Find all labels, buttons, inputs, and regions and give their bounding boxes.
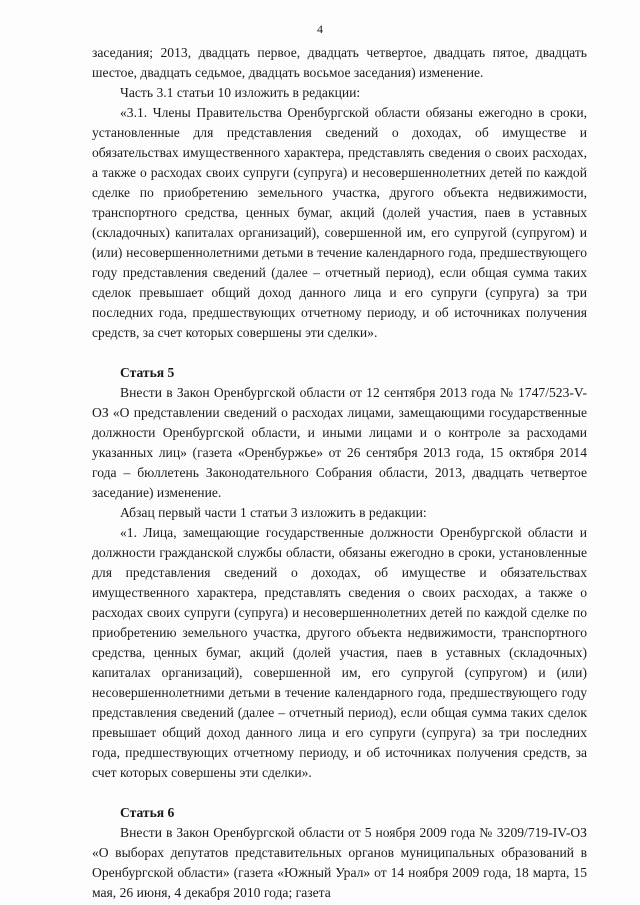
article-heading-6: Статья 6 (120, 805, 175, 820)
spacer (92, 343, 587, 363)
paragraph-article-6-intro: Внести в Закон Оренбургской области от 5 ноября 2009 года № 3209/719-IV-ОЗ «О выборах депутатов представительных органов муниципальных образований в Оренбургской области» (газета «Южный Урал» от 14 ноября 2009 года, 18 марта, 15 мая, 26 июня, 4 декабря 2010 года; газета (92, 825, 587, 900)
paragraph-quoted-text: «1. Лица, замещающие государственные должности Оренбургской области и должности гражданской службы области, обязаны ежегодно в сроки, установленные для представления сведений о доходах, об имуществе и обязательствах имущественного характера, представлять сведения о своих расходах, а также о расходах своих супруги (супруга) и несовершеннолетних детей по каждой сделке по приобретению земельного участка, другого объекта недвижимости, транспортного средства, ценных бумаг, акций (долей участия, паев в уставных (складочных) капиталах организаций), совершенной им, его супругой (супругом) и (или) несовершеннолетними детьми в течение календарного года, предшествующего году представления сведений (далее – отчетный период), если общая сумма таких сделок превышает общий доход данного лица и его супруги (супруга) за три последних года, предшествующих отчетному периоду, и об источниках получения средств, за счет которых совершены эти сделки». (92, 525, 587, 780)
paragraph-amendment-intro: Часть 3.1 статьи 10 изложить в редакции: (120, 85, 361, 100)
paragraph-continuation: заседания; 2013, двадцать первое, двадцать четвертое, двадцать пятое, двадцать шестое, двадцать седьмое, двадцать восьмое заседания) изменение. (92, 45, 587, 80)
spacer (92, 783, 587, 803)
paragraph-article-5-intro: Внести в Закон Оренбургской области от 12 сентября 2013 года № 1747/523-V-ОЗ «О представлении сведений о расходах лицами, замещающими государственные должности Оренбургской области, и иными лицами и о контроле за расходами указанных лиц» (газета «Оренбуржье» от 26 сентября 2013 года, 15 октября 2014 года – бюллетень Законодательного Собрания области, 2013, двадцать четвертое заседание) изменение. (92, 385, 587, 500)
article-heading-5: Статья 5 (120, 365, 175, 380)
page-number: 4 (317, 22, 323, 36)
paragraph-quoted-text: «3.1. Члены Правительства Оренбургской области обязаны ежегодно в сроки, установленные для представления сведений о доходах, об имуществе и обязательствах имущественного характера, представлять сведения о своих расходах, а также о расходах своих супруги (супруга) и несовершеннолетних детей по каждой сделке по приобретению земельного участка, другого объекта недвижимости, транспортного средства, ценных бумаг, акций (долей участия, паев в уставных (складочных) капиталах организаций), совершенной им, его супругой (супругом) и (или) несовершеннолетними детьми в течение календарного года, предшествующего году представления сведений (далее – отчетный период), если общая сумма таких сделок превышает общий доход данного лица и его супруги (супруга) за три последних года, предшествующих отчетному периоду, и об источниках получения средств, за счет которых совершены эти сделки». (92, 105, 587, 340)
paragraph-amendment-intro: Абзац первый части 1 статьи 3 изложить в редакции: (120, 505, 427, 520)
document-body (92, 43, 587, 903)
